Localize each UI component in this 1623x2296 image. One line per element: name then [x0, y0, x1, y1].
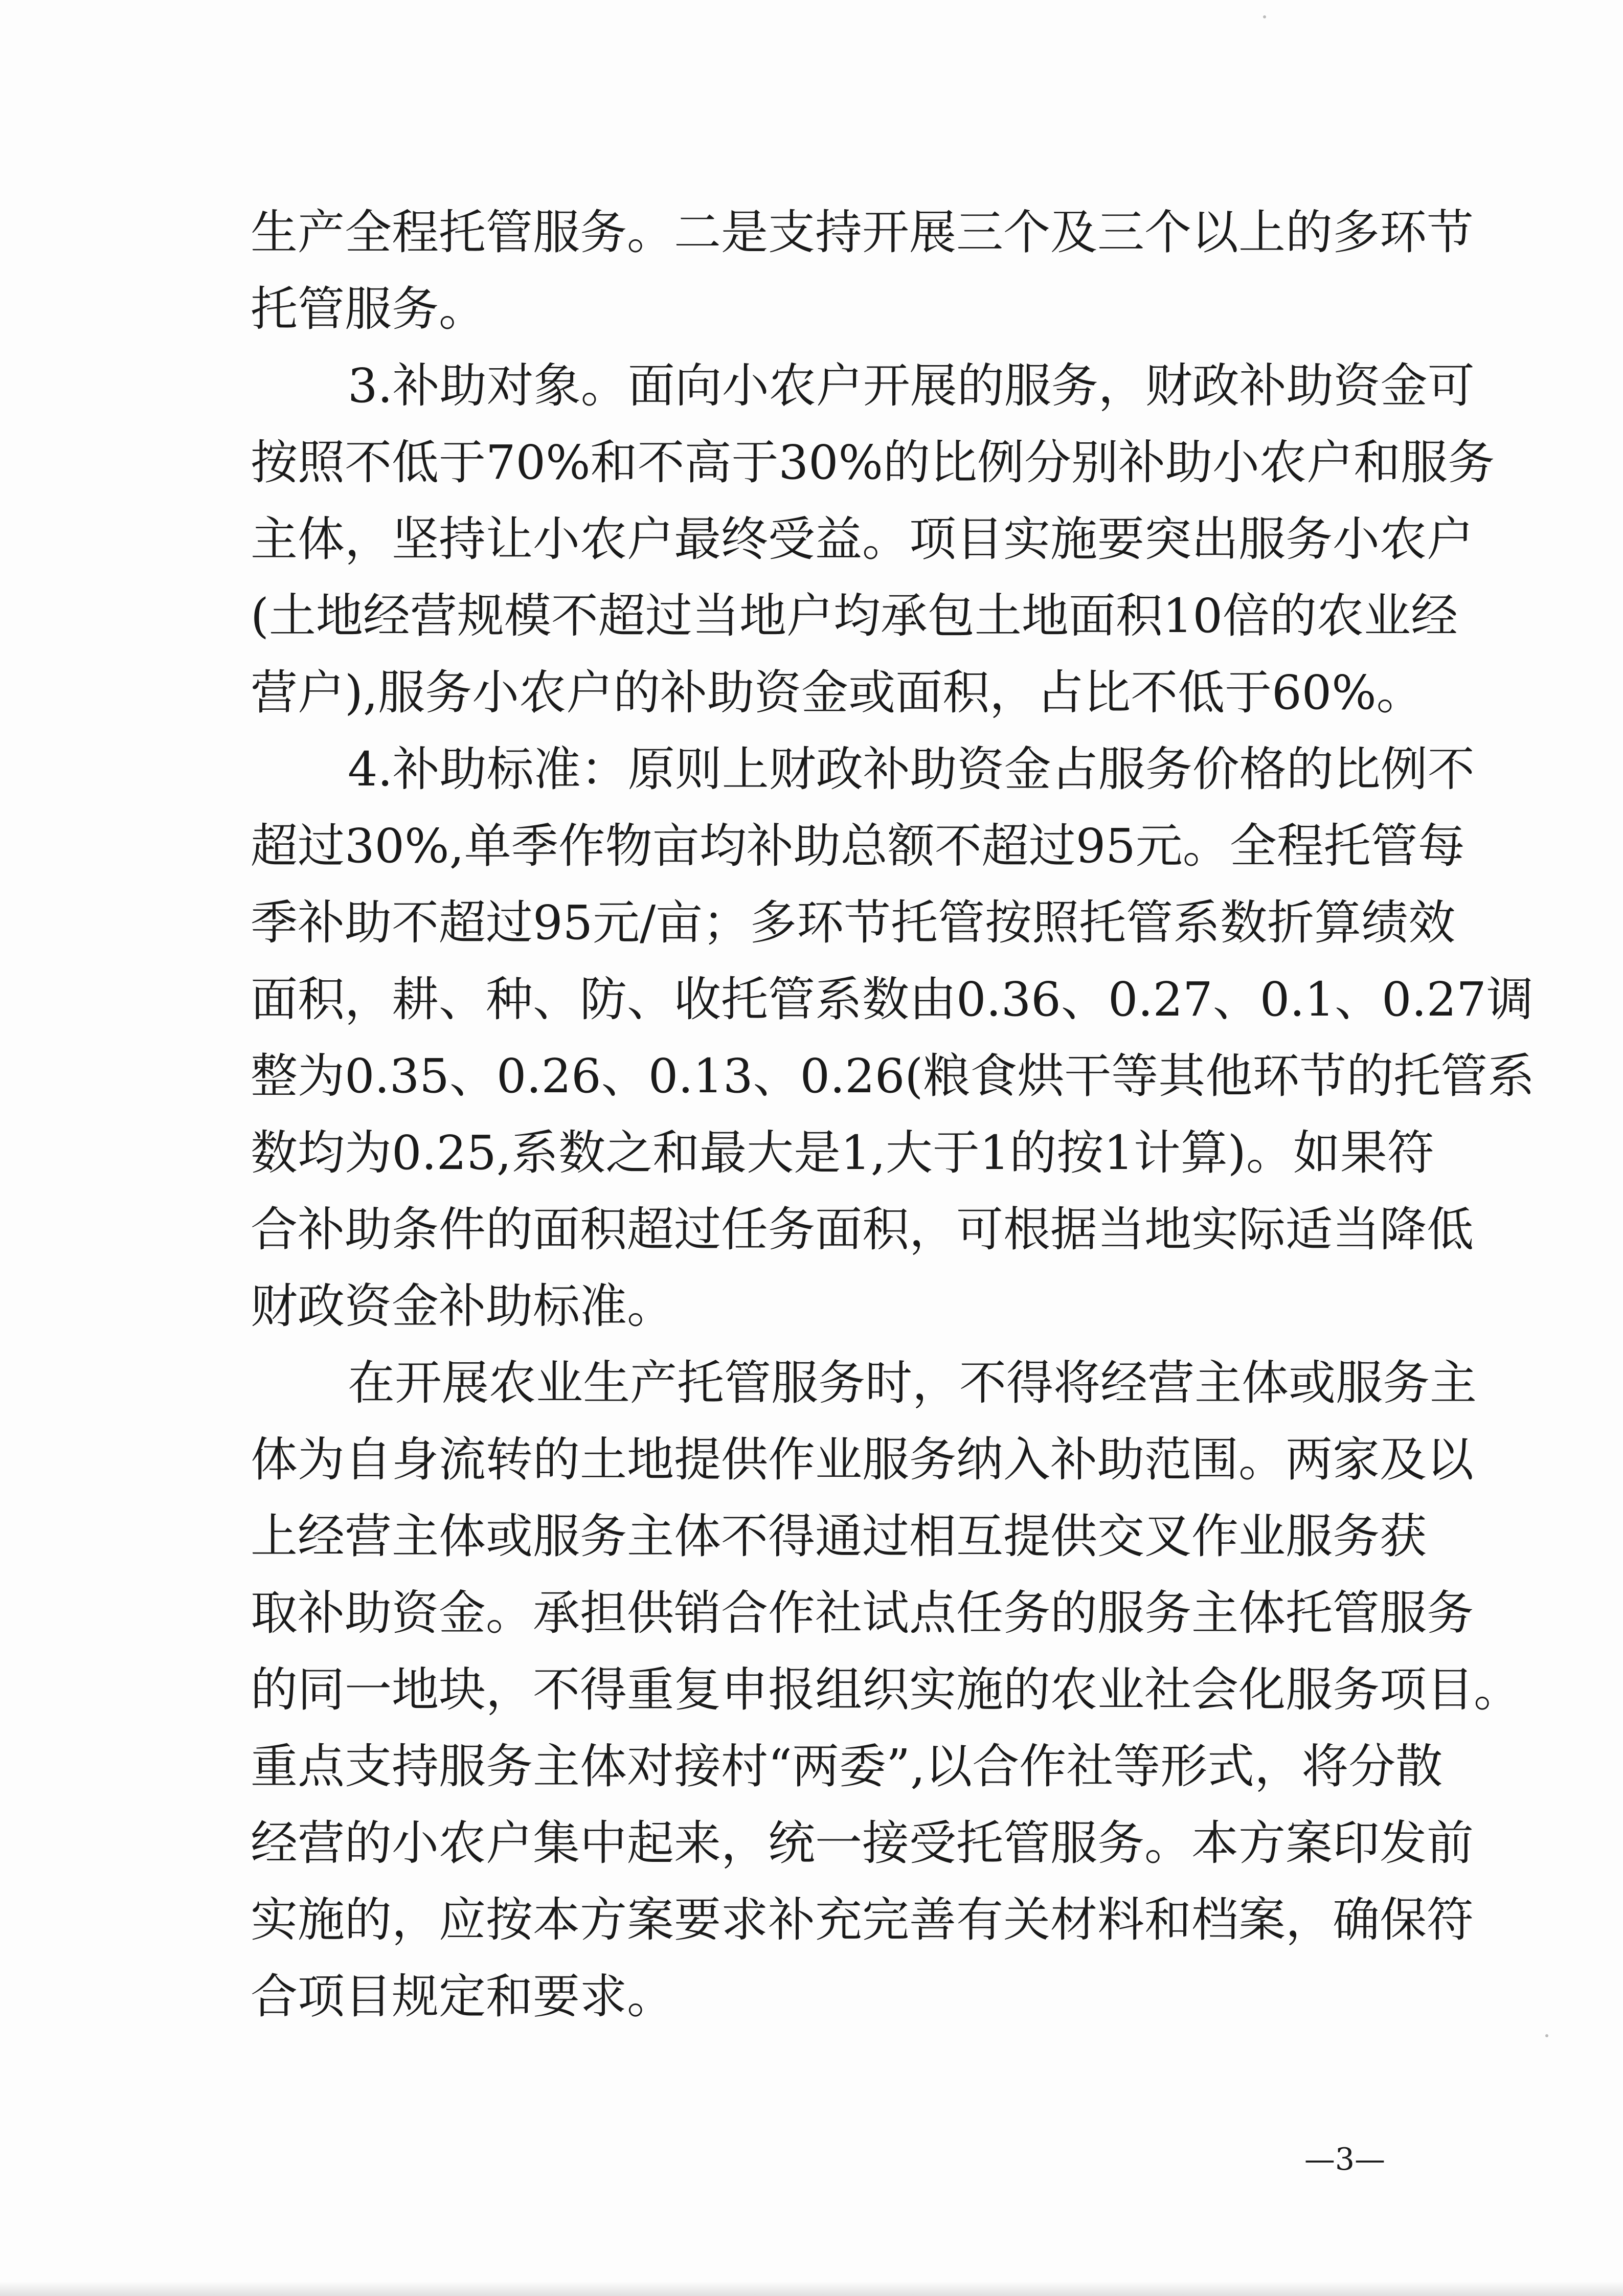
- text-line: 面积，耕、种、防、收托管系数由0.36、0.27、0.1、0.27调: [251, 972, 1534, 1027]
- text-line: 实施的，应按本方案要求补充完善有关材料和档案，确保符: [251, 1893, 1474, 1947]
- text-line: 合补助条件的面积超过任务面积，可根据当地实际适当降低: [251, 1202, 1474, 1257]
- scan-edge: [0, 2282, 1623, 2296]
- text-line: 营户),服务小农户的补助资金或面积，占比不低于60%。: [251, 665, 1424, 720]
- page-number: —3—: [1304, 2142, 1385, 2177]
- text-line: 上经营主体或服务主体不得通过相互提供交叉作业服务获: [251, 1509, 1427, 1564]
- text-line: (土地经营规模不超过当地户均承包土地面积10倍的农业经: [251, 589, 1458, 643]
- text-line: 超过30%,单季作物亩均补助总额不超过95元。全程托管每: [251, 819, 1465, 873]
- text-line: 重点支持服务主体对接村“两委”,以合作社等形式，将分散: [251, 1739, 1443, 1794]
- text-line: 的同一地块，不得重复申报组织实施的农业社会化服务项目。: [251, 1662, 1521, 1717]
- text-line: 整为0.35、0.26、0.13、0.26(粮食烘干等其他环节的托管系: [251, 1049, 1535, 1104]
- text-line: 体为自身流转的土地提供作业服务纳入补助范围。两家及以: [251, 1432, 1474, 1487]
- text-line: 取补助资金。承担供销合作社试点任务的服务主体托管服务: [251, 1586, 1474, 1640]
- body-text: [251, 194, 1535, 2035]
- text-line: 经营的小农户集中起来，统一接受托管服务。本方案印发前: [251, 1816, 1474, 1871]
- text-line: 合项目规定和要求。: [251, 1969, 674, 2024]
- text-line: 数均为0.25,系数之和最大是1,大于1的按1计算)。如果符: [251, 1126, 1434, 1180]
- scan-speck: [1545, 2034, 1548, 2037]
- text-line: 在开展农业生产托管服务时，不得将经营主体或服务主: [348, 1356, 1477, 1410]
- text-line: 4.补助标准：原则上财政补助资金占服务价格的比例不: [348, 742, 1475, 797]
- text-line: 季补助不超过95元/亩；多环节托管按照托管系数折算绩效: [251, 895, 1456, 950]
- text-line: 按照不低于70%和不高于30%的比例分别补助小农户和服务: [251, 435, 1495, 490]
- text-line: 生产全程托管服务。二是支持开展三个及三个以上的多环节: [251, 205, 1474, 260]
- text-line: 财政资金补助标准。: [251, 1279, 674, 1334]
- text-line: 3.补助对象。面向小农户开展的服务，财政补助资金可: [348, 358, 1475, 413]
- scan-speck: [1263, 15, 1266, 18]
- text-line: 托管服务。: [251, 282, 486, 336]
- text-line: 主体，坚持让小农户最终受益。项目实施要突出服务小农户: [251, 512, 1474, 567]
